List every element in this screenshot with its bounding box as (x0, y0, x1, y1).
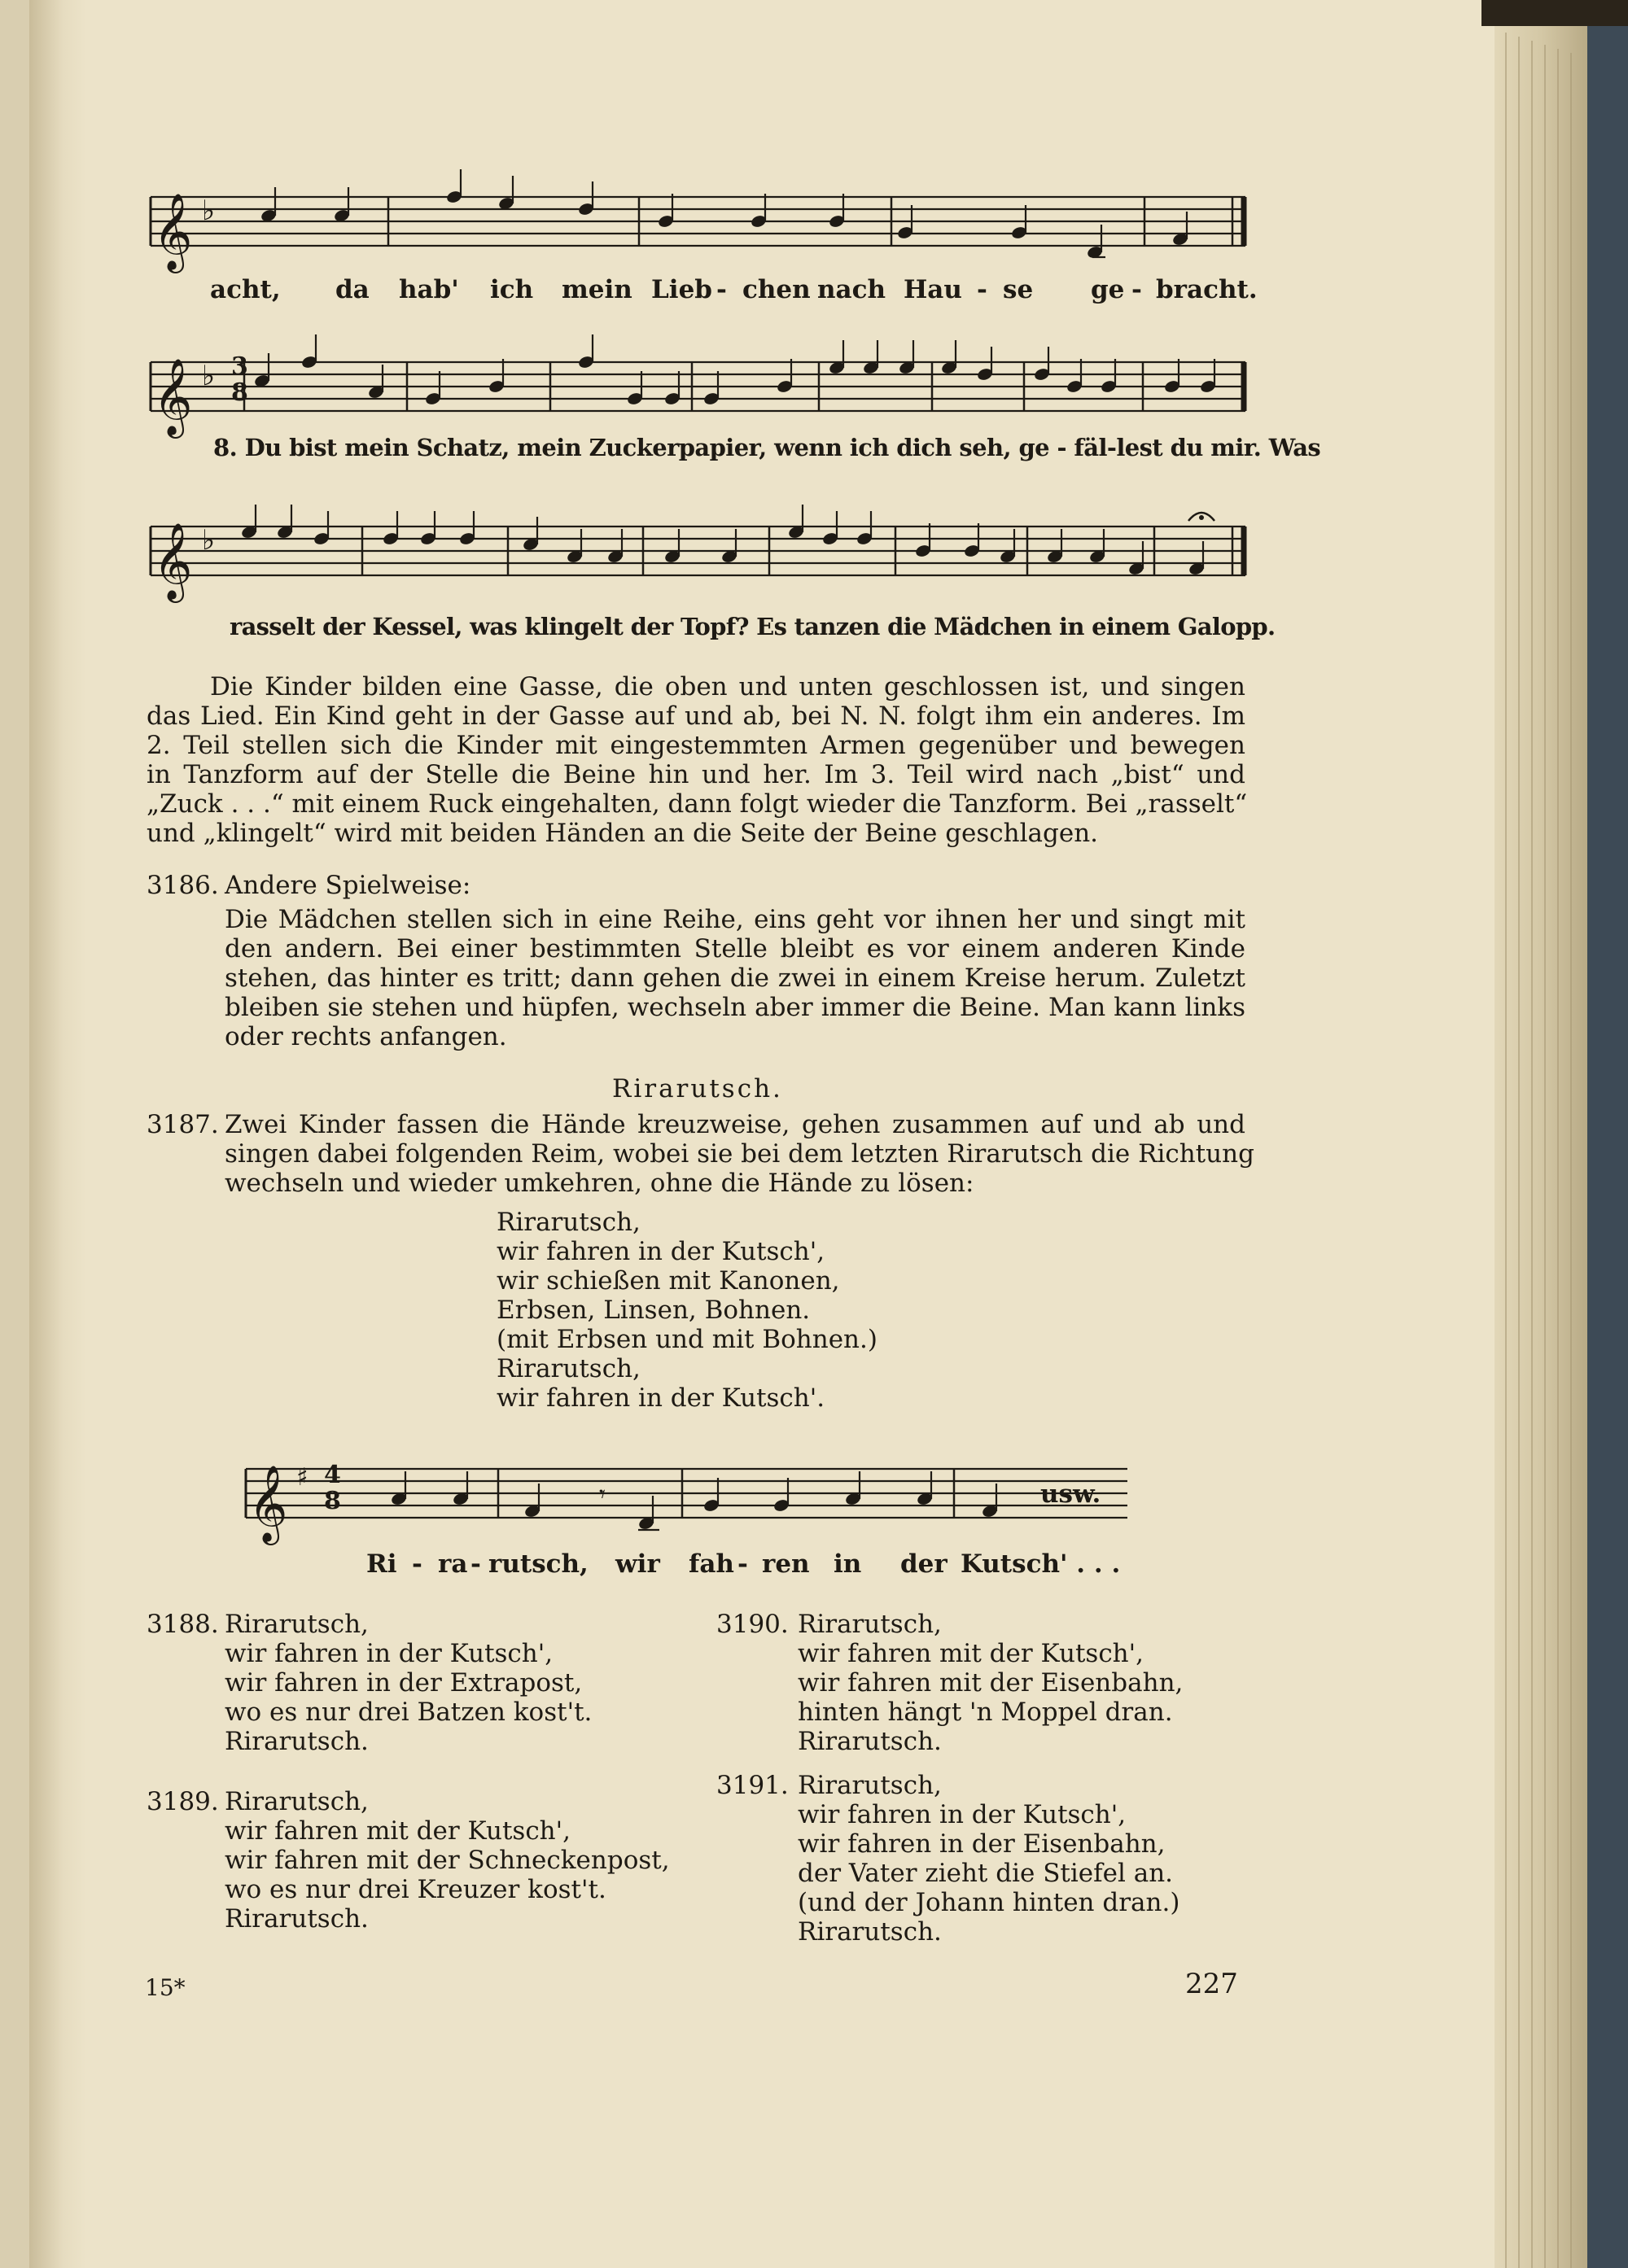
facing-page-edge (0, 0, 29, 2268)
lyric-syllable: acht, (210, 275, 281, 304)
page-number: 227 (1185, 1968, 1238, 2000)
lyric-syllable: Kutsch' . . . (961, 1549, 1121, 1579)
entry-number: 3187. (147, 1110, 219, 1139)
verse-line: wir fahren mit der Kutsch', (225, 1816, 571, 1846)
lyric-syllable: ich (490, 275, 534, 304)
rest: 𝄾 (599, 1480, 606, 1509)
lyric-syllable: rutsch, (488, 1549, 589, 1579)
verse-line: Erbsen, Linsen, Bohnen. (497, 1296, 811, 1325)
verse-line: wir fahren mit der Schneckenpost, (225, 1846, 670, 1875)
lyric-syllable: wir (615, 1549, 660, 1579)
lyric-syllable: se (1003, 275, 1034, 304)
lyric-syllable: ren (762, 1549, 810, 1579)
verse-line: wo es nur drei Kreuzer kost't. (225, 1875, 606, 1904)
treble-clef-4: 𝄞 (248, 1465, 288, 1542)
lyric-hyphen: - (737, 1549, 748, 1579)
lyric-syllable: Ri (366, 1549, 397, 1579)
text-line: den andern. Bei einer bestimmten Stelle bleibt es vor einem anderen Kinde (225, 934, 1245, 964)
verse-line: wir fahren in der Kutsch', (225, 1639, 554, 1668)
lyric-syllable: mein (562, 275, 632, 304)
time-sig-2-top: 3 (231, 352, 248, 381)
lyric-hyphen: - (1131, 275, 1142, 304)
treble-clef-3: 𝄞 (153, 522, 193, 600)
lyric-syllable: der (900, 1549, 947, 1579)
verse-line: Rirarutsch, (798, 1771, 942, 1800)
text-line: in Tanzform auf der Stelle die Beine hin und her. Im 3. Teil wird nach „bist“ und (147, 760, 1245, 789)
lyric-hyphen: - (412, 1549, 422, 1579)
verse-line: wir fahren mit der Eisenbahn, (798, 1668, 1184, 1698)
text-line: Die Mädchen stellen sich in eine Reihe, eins geht vor ihnen her und singt mit (225, 905, 1245, 934)
verse-line: Rirarutsch. (225, 1904, 369, 1934)
entry-number: 3186. (147, 871, 219, 900)
lyric-syllable: chen (742, 275, 811, 304)
verse-line: Rirarutsch, (497, 1354, 641, 1383)
lyric-syllable: da (335, 275, 370, 304)
treble-clef-2: 𝄞 (153, 358, 193, 435)
entry-heading: Andere Spielweise: (225, 871, 471, 900)
text-line: „Zuck . . .“ mit einem Ruck eingehalten, dann folgt wieder die Tanzform. Bei „rasselt“ (147, 789, 1248, 819)
verse-line: Rirarutsch. (798, 1917, 942, 1947)
verse-line: wir fahren in der Eisenbahn, (798, 1829, 1166, 1859)
time-sig-2-bottom: 8 (231, 378, 248, 407)
lyric-hyphen: - (977, 275, 987, 304)
lyric-syllable: hab' (399, 275, 459, 304)
lyrics-line-2: 8. Du bist mein Schatz, mein Zuckerpapier, wenn ich dich seh, ge - fäl-lest du mir. Was (213, 434, 1321, 461)
text-line: oder rechts anfangen. (225, 1022, 507, 1051)
sharp-sign: ♯ (296, 1463, 309, 1492)
lyrics-line-3: rasselt der Kessel, was klingelt der Topf? Es tanzen die Mädchen in einem Galopp. (230, 613, 1276, 640)
text-line: stehen, das hinter es tritt; dann gehen die zwei in einem Kreise herum. Zuletzt (225, 964, 1245, 993)
verse-line: Rirarutsch, (225, 1610, 369, 1639)
lyric-hyphen: - (470, 1549, 481, 1579)
section-title: Rirarutsch. (612, 1074, 783, 1103)
text-line: das Lied. Ein Kind geht in der Gasse auf und ab, bei N. N. folgt ihm ein anderes. Im (147, 701, 1245, 731)
text-line: bleiben sie stehen und hüpfen, wechseln aber immer die Beine. Man kann links (225, 993, 1245, 1022)
lyric-syllable: Lieb (651, 275, 712, 304)
text-line: 2. Teil stellen sich die Kinder mit eingestemmten Armen gegenüber und bewegen (147, 731, 1245, 760)
lyric-syllable: bracht. (1156, 275, 1258, 304)
flat-sign-2: ♭ (202, 360, 216, 392)
verse-line: wo es nur drei Batzen kost't. (225, 1698, 593, 1727)
entry-number: 3191. (716, 1771, 789, 1800)
verse-line: der Vater zieht die Stiefel an. (798, 1859, 1174, 1888)
lyric-syllable: in (834, 1549, 862, 1579)
entry-number: 3189. (147, 1787, 219, 1816)
verse-line: (mit Erbsen und mit Bohnen.) (497, 1325, 877, 1354)
treble-clef: 𝄞 (153, 193, 193, 270)
text-line: und „klingelt“ wird mit beiden Händen an die Seite der Beine geschlagen. (147, 819, 1099, 848)
verse-line: wir fahren in der Kutsch', (798, 1800, 1127, 1829)
text-line: singen dabei folgenden Reim, wobei sie bei dem letzten Rirarutsch die Richtung (225, 1139, 1254, 1169)
text-line: Die Kinder bilden eine Gasse, die oben und unten geschlossen ist, und singen (210, 672, 1245, 701)
text-line: Zwei Kinder fassen die Hände kreuzweise, gehen zusammen auf und ab und (225, 1110, 1245, 1139)
verse-line: wir fahren mit der Kutsch', (798, 1639, 1144, 1668)
verse-line: Rirarutsch, (798, 1610, 942, 1639)
verse-line: hinten hängt 'n Moppel dran. (798, 1698, 1173, 1727)
verse-line: Rirarutsch. (225, 1727, 369, 1756)
lyric-syllable: Hau (904, 275, 962, 304)
verse-line: wir fahren in der Extrapost, (225, 1668, 583, 1698)
time-sig-4-top: 4 (324, 1461, 341, 1489)
verse-line: wir fahren in der Kutsch', (497, 1237, 825, 1266)
verse-line: Rirarutsch, (497, 1208, 641, 1237)
time-sig-4-bottom: 8 (324, 1487, 341, 1515)
lyric-syllable: nach (817, 275, 886, 304)
text-line: wechseln und wieder umkehren, ohne die Hände zu lösen: (225, 1169, 974, 1198)
lyric-syllable: ra (438, 1549, 468, 1579)
verse-line: Rirarutsch, (225, 1787, 369, 1816)
page-edges (1495, 24, 1587, 2268)
entry-number: 3188. (147, 1610, 219, 1639)
verse-line: wir fahren in der Kutsch'. (497, 1383, 825, 1413)
lyric-syllable: ge (1091, 275, 1125, 304)
verse-line: wir schießen mit Kanonen, (497, 1266, 840, 1296)
flat-sign-3: ♭ (202, 524, 216, 557)
signature-mark: 15* (145, 1974, 186, 2001)
verse-line: Rirarutsch. (798, 1727, 942, 1756)
lyric-syllable: fah (689, 1549, 734, 1579)
flat-sign: ♭ (202, 194, 216, 227)
usw-marker: usw. (1040, 1479, 1101, 1509)
lyric-hyphen: - (716, 275, 727, 304)
verse-line: (und der Johann hinten dran.) (798, 1888, 1180, 1917)
entry-number: 3190. (716, 1610, 789, 1639)
